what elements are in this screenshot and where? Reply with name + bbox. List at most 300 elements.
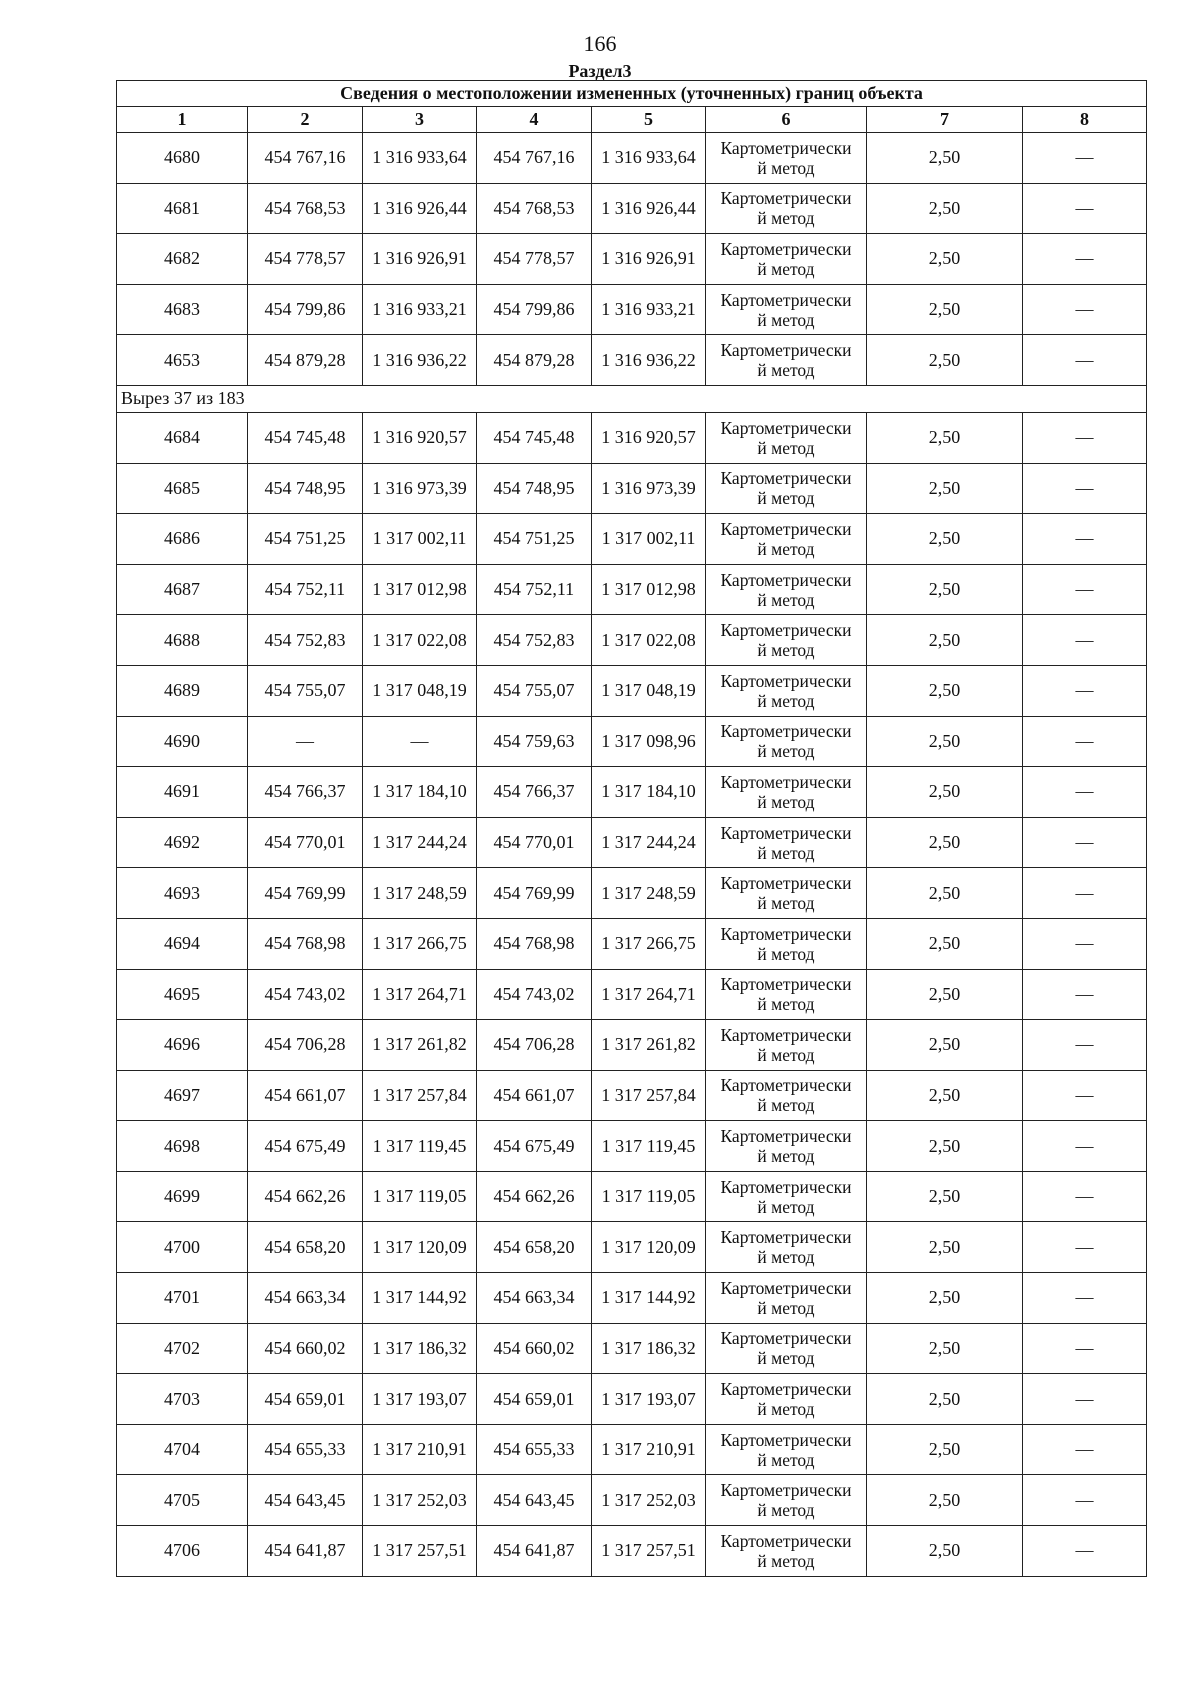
- table-row: [117, 1070, 1147, 1121]
- method-text-line1: Картометрически: [720, 468, 852, 489]
- method-text-line2: й метод: [757, 1550, 815, 1571]
- column-header: 4: [477, 107, 592, 133]
- table-cell: 1 317 098,96: [592, 716, 706, 767]
- table-cell: 454 752,83: [248, 615, 363, 666]
- method-text-line1: Картометрически: [720, 721, 852, 742]
- method-cell: [706, 335, 867, 386]
- table-cell: 454 766,37: [477, 767, 592, 818]
- table-cell: 2,50: [867, 1121, 1023, 1172]
- table-cell: —: [1023, 1374, 1147, 1425]
- table-cell: 1 317 002,11: [592, 514, 706, 565]
- method-cell: [706, 969, 867, 1020]
- table-cell: 1 317 048,19: [592, 665, 706, 716]
- table-cell: 4702: [117, 1323, 248, 1374]
- table-cell: 4690: [117, 716, 248, 767]
- table-cell: —: [1023, 1526, 1147, 1577]
- method-text-line1: Картометрически: [720, 771, 852, 792]
- table-cell: 2,50: [867, 868, 1023, 919]
- method-cell: [706, 284, 867, 335]
- table-cell: 454 751,25: [477, 514, 592, 565]
- table-cell: 1 317 144,92: [363, 1273, 477, 1324]
- table-cell: 1 317 257,84: [363, 1070, 477, 1121]
- method-cell: [706, 1171, 867, 1222]
- method-text-line1: Картометрически: [720, 1227, 852, 1248]
- table-cell: 454 706,28: [477, 1020, 592, 1071]
- method-text-line1: Картометрически: [720, 1328, 852, 1349]
- table-cell: 4681: [117, 183, 248, 234]
- table-cell: 2,50: [867, 767, 1023, 818]
- table-cell: 1 317 266,75: [592, 918, 706, 969]
- table-cell: 4688: [117, 615, 248, 666]
- table-cell: 1 317 257,84: [592, 1070, 706, 1121]
- table-cell: 454 743,02: [477, 969, 592, 1020]
- table-cell: 454 643,45: [477, 1475, 592, 1526]
- method-cell: [706, 1526, 867, 1577]
- table-row: [117, 514, 1147, 565]
- column-header: 1: [117, 107, 248, 133]
- table-cell: 454 743,02: [248, 969, 363, 1020]
- section-title: Раздел3: [568, 61, 632, 81]
- method-cell: [706, 1475, 867, 1526]
- method-text-line1: Картометрически: [720, 1530, 852, 1551]
- column-header: 5: [592, 107, 706, 133]
- table-row: [117, 133, 1147, 184]
- method-text-line1: Картометрически: [720, 670, 852, 691]
- method-text-line1: Картометрически: [720, 1176, 852, 1197]
- table-row: [117, 665, 1147, 716]
- table-row: [117, 1323, 1147, 1374]
- table-cell: 4703: [117, 1374, 248, 1425]
- table-cell: 454 768,98: [477, 918, 592, 969]
- group-label: Вырез 37 из 183: [117, 385, 1147, 412]
- table-row: [117, 1171, 1147, 1222]
- table-cell: 454 755,07: [477, 665, 592, 716]
- table-cell: 1 316 926,91: [592, 234, 706, 285]
- method-text-line2: й метод: [757, 258, 815, 279]
- table-row: [117, 1222, 1147, 1273]
- table-cell: 1 317 264,71: [363, 969, 477, 1020]
- table-body: [117, 133, 1147, 1577]
- method-cell: [706, 1222, 867, 1273]
- table-cell: 1 316 920,57: [592, 412, 706, 463]
- table-cell: 1 317 266,75: [363, 918, 477, 969]
- table-row: [117, 564, 1147, 615]
- table-row: [117, 284, 1147, 335]
- table-cell: 2,50: [867, 564, 1023, 615]
- table-cell: 1 317 002,11: [363, 514, 477, 565]
- table-cell: 454 675,49: [477, 1121, 592, 1172]
- table-cell: 4682: [117, 234, 248, 285]
- table-cell: 2,50: [867, 514, 1023, 565]
- table-cell: 1 317 012,98: [592, 564, 706, 615]
- method-cell: [706, 412, 867, 463]
- table-cell: 2,50: [867, 969, 1023, 1020]
- table-cell: 4686: [117, 514, 248, 565]
- table-cell: 4689: [117, 665, 248, 716]
- table-cell: 4683: [117, 284, 248, 335]
- table-row: [117, 1475, 1147, 1526]
- table-cell: 454 770,01: [248, 817, 363, 868]
- table-cell: 2,50: [867, 817, 1023, 868]
- table-cell: —: [1023, 412, 1147, 463]
- table-cell: 2,50: [867, 463, 1023, 514]
- table-cell: 1 317 144,92: [592, 1273, 706, 1324]
- table-row: [117, 1121, 1147, 1172]
- table-cell: 4680: [117, 133, 248, 184]
- table-cell: —: [1023, 133, 1147, 184]
- table-row: [117, 1273, 1147, 1324]
- table-cell: 454 770,01: [477, 817, 592, 868]
- table-row: [117, 1374, 1147, 1425]
- method-text-line2: й метод: [757, 640, 815, 661]
- method-cell: [706, 1374, 867, 1425]
- table-cell: 1 316 933,64: [363, 133, 477, 184]
- table-cell: 454 767,16: [248, 133, 363, 184]
- table-cell: 454 769,99: [248, 868, 363, 919]
- table-cell: 1 317 120,09: [363, 1222, 477, 1273]
- table-cell: 1 317 264,71: [592, 969, 706, 1020]
- table-cell: 2,50: [867, 412, 1023, 463]
- table-cell: 4696: [117, 1020, 248, 1071]
- table-cell: 454 659,01: [248, 1374, 363, 1425]
- method-text-line2: й метод: [757, 741, 815, 762]
- method-text-line2: й метод: [757, 943, 815, 964]
- table-cell: —: [1023, 1171, 1147, 1222]
- table-cell: 1 316 973,39: [592, 463, 706, 514]
- table-cell: 2,50: [867, 183, 1023, 234]
- method-text-line2: й метод: [757, 1095, 815, 1116]
- table-cell: —: [1023, 1222, 1147, 1273]
- method-text-line1: Картометрически: [720, 873, 852, 894]
- table-cell: —: [1023, 615, 1147, 666]
- method-cell: [706, 183, 867, 234]
- method-cell: [706, 716, 867, 767]
- table-cell: 4698: [117, 1121, 248, 1172]
- table-cell: —: [1023, 1020, 1147, 1071]
- table-row: [117, 817, 1147, 868]
- method-text-line1: Картометрически: [720, 238, 852, 259]
- table-cell: —: [1023, 918, 1147, 969]
- table-cell: —: [1023, 1273, 1147, 1324]
- table-cell: 454 660,02: [477, 1323, 592, 1374]
- table-row: [117, 868, 1147, 919]
- method-cell: [706, 1424, 867, 1475]
- table-row: [117, 615, 1147, 666]
- table-cell: 4700: [117, 1222, 248, 1273]
- method-cell: [706, 615, 867, 666]
- table-cell: 2,50: [867, 716, 1023, 767]
- table-cell: 2,50: [867, 1374, 1023, 1425]
- table-cell: 2,50: [867, 335, 1023, 386]
- table-caption-row: [117, 81, 1147, 107]
- method-cell: [706, 133, 867, 184]
- table-cell: 454 641,87: [248, 1526, 363, 1577]
- table-cell: 2,50: [867, 918, 1023, 969]
- table-cell: 4694: [117, 918, 248, 969]
- table-cell: 454 662,26: [248, 1171, 363, 1222]
- table-cell: 454 752,83: [477, 615, 592, 666]
- table-cell: 4653: [117, 335, 248, 386]
- method-cell: [706, 1273, 867, 1324]
- table-row: [117, 918, 1147, 969]
- table-cell: 1 317 257,51: [592, 1526, 706, 1577]
- table-cell: —: [1023, 969, 1147, 1020]
- method-text-line1: Картометрически: [720, 1075, 852, 1096]
- table-cell: 4687: [117, 564, 248, 615]
- method-text-line2: й метод: [757, 157, 815, 178]
- table-cell: 454 752,11: [248, 564, 363, 615]
- table-cell: 1 316 920,57: [363, 412, 477, 463]
- table-row: [117, 463, 1147, 514]
- table-cell: 1 317 119,05: [363, 1171, 477, 1222]
- table-cell: —: [1023, 817, 1147, 868]
- column-header-row: [117, 107, 1147, 133]
- table-cell: 2,50: [867, 284, 1023, 335]
- method-text-line2: й метод: [757, 309, 815, 330]
- method-text-line1: Картометрически: [720, 620, 852, 641]
- method-text-line2: й метод: [757, 208, 815, 229]
- table-cell: 1 317 248,59: [592, 868, 706, 919]
- method-text-line2: й метод: [757, 1399, 815, 1420]
- method-text-line2: й метод: [757, 1449, 815, 1470]
- table-cell: 1 316 973,39: [363, 463, 477, 514]
- table-cell: 454 778,57: [477, 234, 592, 285]
- column-header: 6: [706, 107, 867, 133]
- table-cell: 454 661,07: [248, 1070, 363, 1121]
- table-cell: 1 316 933,21: [592, 284, 706, 335]
- table-cell: —: [1023, 1121, 1147, 1172]
- method-text-line2: й метод: [757, 994, 815, 1015]
- method-text-line1: Картометрически: [720, 569, 852, 590]
- table-cell: —: [1023, 1323, 1147, 1374]
- table-cell: 2,50: [867, 1020, 1023, 1071]
- method-text-line2: й метод: [757, 1196, 815, 1217]
- table-cell: 1 316 936,22: [363, 335, 477, 386]
- table-row: [117, 716, 1147, 767]
- table-cell: 1 317 261,82: [592, 1020, 706, 1071]
- method-text-line2: й метод: [757, 589, 815, 610]
- table-cell: —: [1023, 1424, 1147, 1475]
- method-cell: [706, 463, 867, 514]
- table-cell: 2,50: [867, 1171, 1023, 1222]
- method-text-line1: Картометрически: [720, 1277, 852, 1298]
- table-cell: 1 317 022,08: [592, 615, 706, 666]
- table-cell: 1 316 933,21: [363, 284, 477, 335]
- method-text-line2: й метод: [757, 791, 815, 812]
- method-text-line1: Картометрически: [720, 1024, 852, 1045]
- table-cell: 454 748,95: [477, 463, 592, 514]
- method-text-line2: й метод: [757, 1297, 815, 1318]
- table-cell: 1 317 193,07: [592, 1374, 706, 1425]
- table-row: [117, 767, 1147, 818]
- table-cell: 454 799,86: [248, 284, 363, 335]
- table-cell: 4706: [117, 1526, 248, 1577]
- table-cell: 454 879,28: [248, 335, 363, 386]
- table-cell: 2,50: [867, 133, 1023, 184]
- method-text-line2: й метод: [757, 842, 815, 863]
- table-cell: 1 317 186,32: [363, 1323, 477, 1374]
- table-cell: 454 766,37: [248, 767, 363, 818]
- method-cell: [706, 767, 867, 818]
- table-cell: 2,50: [867, 1475, 1023, 1526]
- method-text-line1: Картометрически: [720, 518, 852, 539]
- column-header: 3: [363, 107, 477, 133]
- column-header: 2: [248, 107, 363, 133]
- table-cell: 454 675,49: [248, 1121, 363, 1172]
- table-cell: 4692: [117, 817, 248, 868]
- table-cell: 1 317 252,03: [592, 1475, 706, 1526]
- method-text-line2: й метод: [757, 360, 815, 381]
- table-cell: 4701: [117, 1273, 248, 1324]
- table-cell: 2,50: [867, 665, 1023, 716]
- table-cell: 1 317 244,24: [592, 817, 706, 868]
- table-cell: 454 755,07: [248, 665, 363, 716]
- group-label-row: [117, 385, 1147, 412]
- table-cell: 1 317 119,05: [592, 1171, 706, 1222]
- table-cell: 454 799,86: [477, 284, 592, 335]
- table-cell: —: [1023, 514, 1147, 565]
- table-cell: 1 317 012,98: [363, 564, 477, 615]
- table-row: [117, 1020, 1147, 1071]
- method-cell: [706, 817, 867, 868]
- table-cell: —: [1023, 234, 1147, 285]
- method-cell: [706, 514, 867, 565]
- table-cell: 2,50: [867, 234, 1023, 285]
- table-cell: 1 317 184,10: [592, 767, 706, 818]
- table-cell: 454 751,25: [248, 514, 363, 565]
- table-cell: 454 759,63: [477, 716, 592, 767]
- table-cell: —: [248, 716, 363, 767]
- table-cell: —: [1023, 564, 1147, 615]
- method-text-line1: Картометрически: [720, 1379, 852, 1400]
- table-cell: 454 658,20: [477, 1222, 592, 1273]
- table-cell: 1 316 936,22: [592, 335, 706, 386]
- method-text-line2: й метод: [757, 1500, 815, 1521]
- table-cell: 454 658,20: [248, 1222, 363, 1273]
- table-cell: 454 641,87: [477, 1526, 592, 1577]
- table-cell: 2,50: [867, 1526, 1023, 1577]
- table-cell: 2,50: [867, 1424, 1023, 1475]
- table-cell: 1 317 244,24: [363, 817, 477, 868]
- method-cell: [706, 918, 867, 969]
- table-cell: 1 316 926,44: [363, 183, 477, 234]
- method-text-line1: Картометрически: [720, 1480, 852, 1501]
- table-cell: 454 659,01: [477, 1374, 592, 1425]
- table-cell: 1 317 210,91: [592, 1424, 706, 1475]
- table-cell: —: [1023, 716, 1147, 767]
- table-cell: 454 745,48: [248, 412, 363, 463]
- method-cell: [706, 665, 867, 716]
- table-cell: 454 663,34: [477, 1273, 592, 1324]
- table-cell: 1 317 261,82: [363, 1020, 477, 1071]
- method-cell: [706, 868, 867, 919]
- method-text-line2: й метод: [757, 1247, 815, 1268]
- method-text-line1: Картометрически: [720, 974, 852, 995]
- table-cell: 4705: [117, 1475, 248, 1526]
- table-cell: 454 706,28: [248, 1020, 363, 1071]
- table-cell: 1 316 933,64: [592, 133, 706, 184]
- table-cell: 454 879,28: [477, 335, 592, 386]
- table-cell: 454 643,45: [248, 1475, 363, 1526]
- table-cell: 454 778,57: [248, 234, 363, 285]
- table-cell: 454 663,34: [248, 1273, 363, 1324]
- table-cell: 454 660,02: [248, 1323, 363, 1374]
- table-caption: Сведения о местоположении измененных (уточненных) границ объекта: [117, 81, 1147, 107]
- table-cell: 2,50: [867, 615, 1023, 666]
- table-row: [117, 1526, 1147, 1577]
- method-text-line1: Картометрически: [720, 1126, 852, 1147]
- table-row: [117, 183, 1147, 234]
- table-cell: 1 317 119,45: [363, 1121, 477, 1172]
- method-text-line1: Картометрически: [720, 923, 852, 944]
- table-cell: 2,50: [867, 1222, 1023, 1273]
- table-cell: 4697: [117, 1070, 248, 1121]
- table-cell: 1 317 193,07: [363, 1374, 477, 1425]
- table-cell: 454 769,99: [477, 868, 592, 919]
- method-text-line2: й метод: [757, 1348, 815, 1369]
- table-cell: 454 745,48: [477, 412, 592, 463]
- table-cell: 454 662,26: [477, 1171, 592, 1222]
- table-cell: 454 752,11: [477, 564, 592, 615]
- table-cell: 1 317 252,03: [363, 1475, 477, 1526]
- table-cell: 454 768,53: [477, 183, 592, 234]
- table-cell: —: [1023, 183, 1147, 234]
- table-cell: —: [1023, 1070, 1147, 1121]
- method-text-line1: Картометрически: [720, 289, 852, 310]
- table-cell: 4685: [117, 463, 248, 514]
- table-cell: 454 655,33: [248, 1424, 363, 1475]
- method-text-line2: й метод: [757, 1146, 815, 1167]
- method-text-line1: Картометрически: [720, 137, 852, 158]
- table-cell: 1 317 120,09: [592, 1222, 706, 1273]
- page-number: 166: [583, 31, 617, 56]
- table-cell: 454 768,53: [248, 183, 363, 234]
- method-text-line2: й метод: [757, 538, 815, 559]
- table-cell: 454 661,07: [477, 1070, 592, 1121]
- table-cell: —: [1023, 284, 1147, 335]
- table-cell: 1 317 184,10: [363, 767, 477, 818]
- table-cell: 454 655,33: [477, 1424, 592, 1475]
- method-cell: [706, 1070, 867, 1121]
- column-header: 7: [867, 107, 1023, 133]
- table-cell: 454 768,98: [248, 918, 363, 969]
- method-cell: [706, 1121, 867, 1172]
- table-cell: 2,50: [867, 1323, 1023, 1374]
- method-text-line1: Картометрически: [720, 188, 852, 209]
- method-text-line2: й метод: [757, 437, 815, 458]
- method-text-line2: й метод: [757, 893, 815, 914]
- table-cell: 1 317 119,45: [592, 1121, 706, 1172]
- table-cell: 4699: [117, 1171, 248, 1222]
- table-row: [117, 969, 1147, 1020]
- table-cell: 4704: [117, 1424, 248, 1475]
- table-row: [117, 234, 1147, 285]
- method-text-line1: Картометрически: [720, 417, 852, 438]
- boundary-coordinates-table: [116, 80, 1147, 1577]
- method-text-line1: Картометрически: [720, 1429, 852, 1450]
- method-cell: [706, 234, 867, 285]
- table-cell: 454 748,95: [248, 463, 363, 514]
- column-header: 8: [1023, 107, 1147, 133]
- table-cell: 4691: [117, 767, 248, 818]
- table-cell: 1 317 186,32: [592, 1323, 706, 1374]
- method-text-line2: й метод: [757, 690, 815, 711]
- table-cell: 2,50: [867, 1273, 1023, 1324]
- method-text-line1: Картометрически: [720, 340, 852, 361]
- table-cell: 1 316 926,91: [363, 234, 477, 285]
- table-cell: 1 317 210,91: [363, 1424, 477, 1475]
- table-row: [117, 335, 1147, 386]
